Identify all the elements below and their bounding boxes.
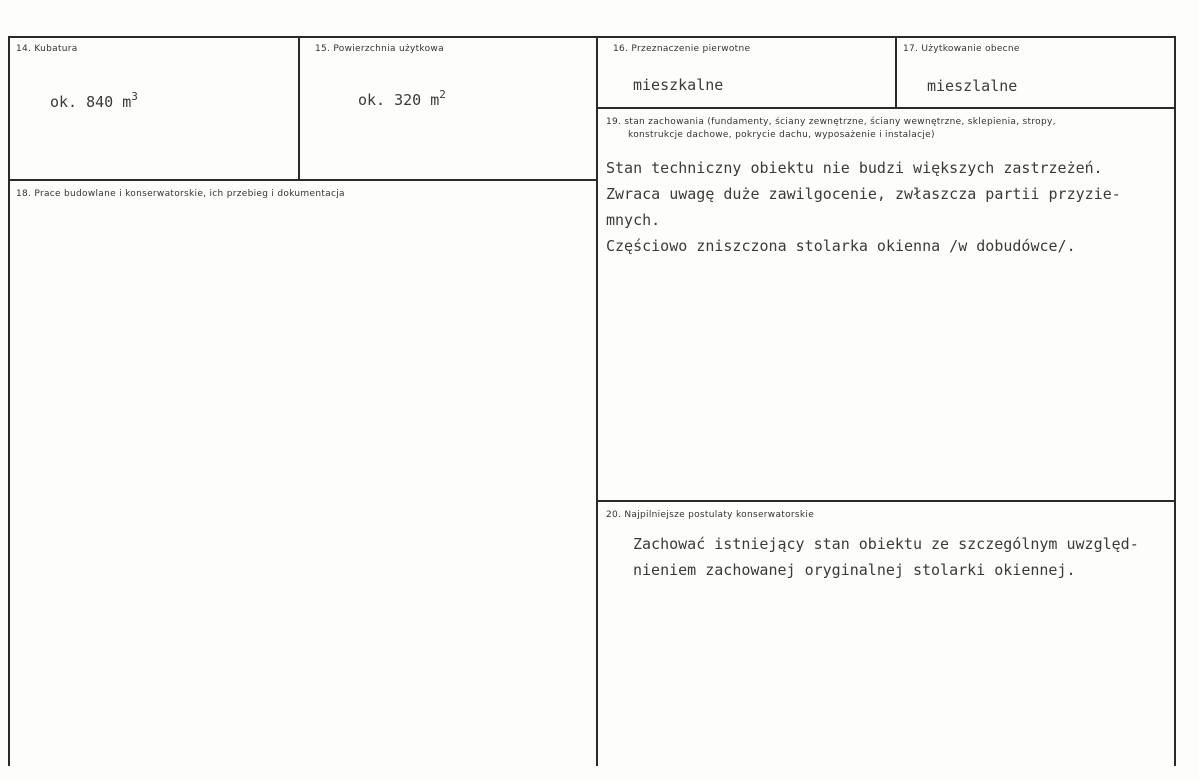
stan-line: Stan techniczny obiektu nie budzi większych zastrzeżeń. bbox=[606, 159, 1103, 177]
przeznaczenie-value: mieszkalne bbox=[633, 76, 724, 94]
kubatura-text: ok. 840 m bbox=[50, 93, 132, 111]
right-border bbox=[1174, 36, 1176, 766]
divider-16-19 bbox=[597, 107, 1176, 109]
stan-line: mnych. bbox=[606, 211, 661, 229]
top-border bbox=[8, 36, 1176, 38]
powierzchnia-value bbox=[358, 88, 446, 109]
powierzchnia-exponent: 2 bbox=[439, 88, 446, 101]
uzytkowanie-label: 17. Użytkowanie obecne bbox=[903, 44, 1020, 54]
kubatura-label: 14. Kubatura bbox=[16, 44, 78, 54]
postulaty-text bbox=[633, 531, 1139, 583]
stan-zachowania-label-line2: konstrukcje dachowe, pokrycie dachu, wyposażenie i instalacje) bbox=[628, 130, 935, 140]
divider-center bbox=[596, 36, 598, 766]
divider-14-18 bbox=[8, 179, 598, 181]
divider-19-20 bbox=[597, 500, 1176, 502]
stan-zachowania-label-line1: 19. stan zachowania (fundamenty, ściany zewnętrzne, ściany wewnętrzne, sklepienia, stropy, bbox=[606, 117, 1056, 127]
stan-zachowania-text bbox=[606, 155, 1121, 259]
postulaty-label: 20. Najpilniejsze postulaty konserwatorskie bbox=[606, 510, 815, 520]
powierzchnia-text: ok. 320 m bbox=[358, 91, 440, 109]
left-border bbox=[8, 36, 10, 766]
kubatura-value bbox=[50, 90, 138, 111]
powierzchnia-label: 15. Powierzchnia użytkowa bbox=[315, 44, 444, 54]
kubatura-exponent: 3 bbox=[131, 90, 138, 103]
postulaty-line: Zachować istniejący stan obiektu ze szczególnym uwzględ- bbox=[633, 535, 1139, 553]
prace-label: 18. Prace budowlane i konserwatorskie, ich przebieg i dokumentacja bbox=[16, 189, 345, 199]
postulaty-line: nieniem zachowanej oryginalnej stolarki okiennej. bbox=[633, 561, 1076, 579]
divider-14-15 bbox=[298, 36, 300, 180]
divider-16-17 bbox=[895, 36, 897, 108]
uzytkowanie-value: mieszlalne bbox=[927, 77, 1018, 95]
stan-line: Częściowo zniszczona stolarka okienna /w dobudówce/. bbox=[606, 237, 1076, 255]
przeznaczenie-label: 16. Przeznaczenie pierwotne bbox=[613, 44, 751, 54]
stan-zachowania-label bbox=[606, 116, 1056, 142]
stan-line: Zwraca uwagę duże zawilgocenie, zwłaszcza partii przyzie- bbox=[606, 185, 1121, 203]
